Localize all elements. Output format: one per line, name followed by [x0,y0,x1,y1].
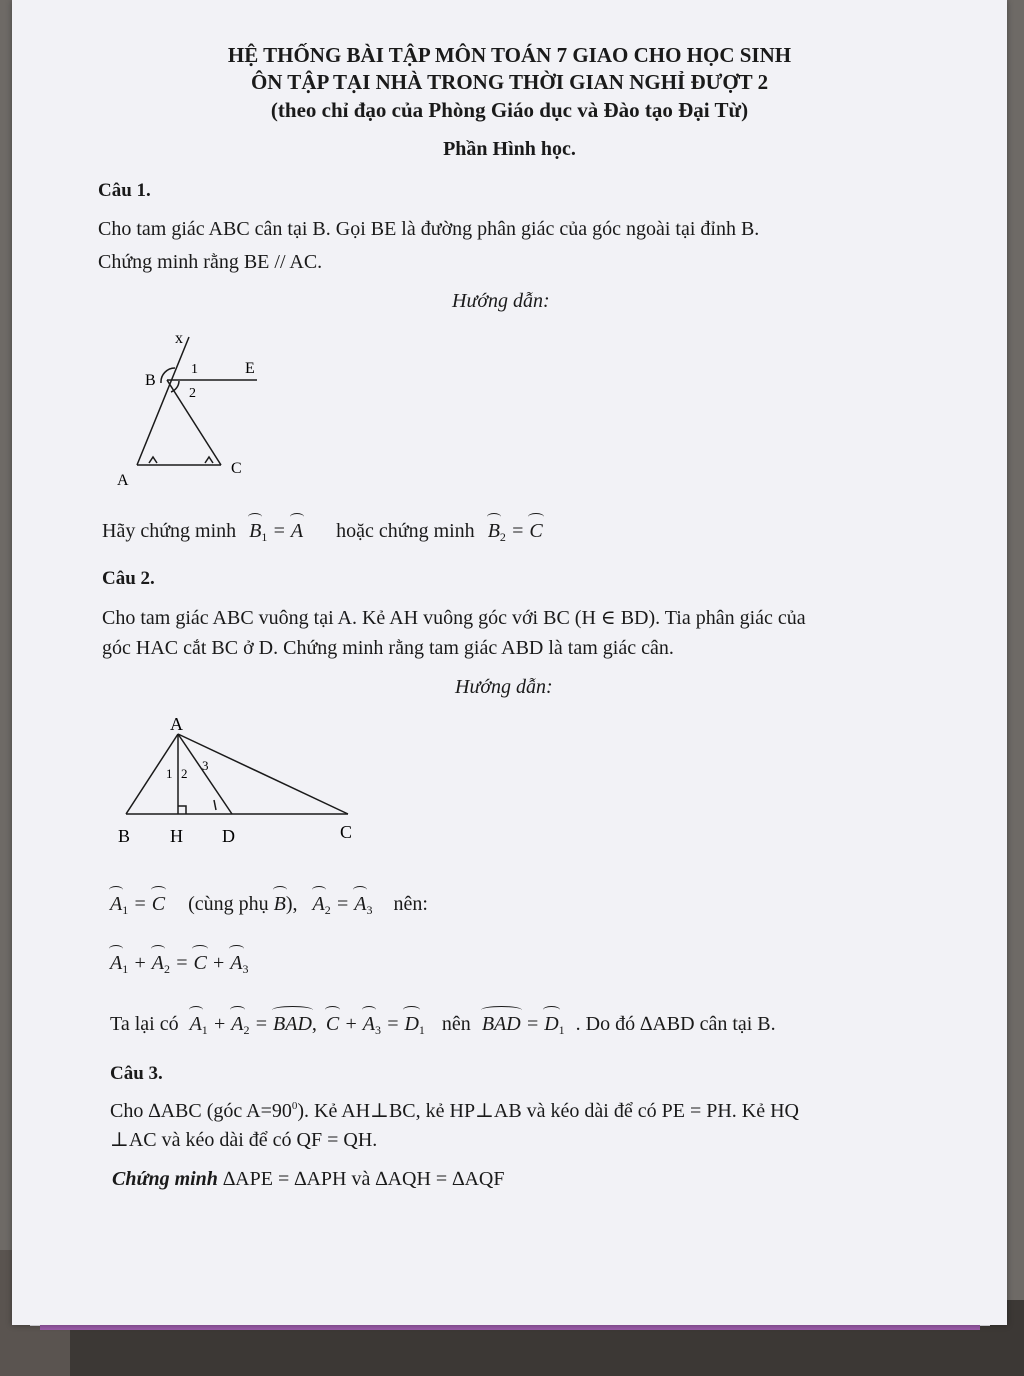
q2-label-1: 1 [166,766,173,781]
q2-label-b: B [118,826,131,846]
doc-title-line-2: ÔN TẬP TẠI NHÀ TRONG THỜI GIAN NGHỈ ĐƯỢT 2 [250,70,769,94]
q2-m2-expr [110,952,249,974]
comma: , [311,1013,317,1035]
angle-a: A [230,952,243,974]
q2-m3-expr-2 [326,1013,425,1035]
q2-label-h: H [170,826,183,846]
section-title: Phần Hình học. [443,138,576,160]
perp-symbol: ⊥ [475,1100,494,1122]
q2-text-line-1: Cho tam giác ABC vuông tại A. Kẻ AH vuông góc với BC (H ∈ BD). Tia phân giác của [102,607,806,629]
eq-sign: = [385,1013,400,1035]
q3-l1-sup: 0 [291,1100,298,1112]
eq-sign: = [272,520,286,542]
q2-m3-expr-1 [190,1013,312,1035]
q1-expr-1 [249,520,303,542]
q2-label-c: C [340,822,353,842]
sub-1: 1 [261,530,268,544]
angle-a: A [110,952,123,974]
q1-label-e: E [245,360,255,377]
q3-l2: AC và kéo dài để có QF = QH. [128,1129,378,1151]
eq-sign: = [254,1013,269,1035]
q1-title: Câu 1. [98,180,151,201]
q3-text-line-1 [110,1098,799,1123]
angle-a: A [110,893,123,915]
q1-hint-text-a: Hãy chứng minh [102,520,237,542]
sub-1: 1 [122,903,129,917]
eq-sign: = [174,952,189,974]
q2-label-3: 3 [202,758,209,773]
q1-angle-arc-2 [171,381,179,392]
angle-a: A [151,952,164,974]
q3-l1-c: BC, kẻ HP [388,1100,476,1122]
angle-a: A [362,1013,375,1035]
q2-m3-prefix: Ta lại có [110,1013,179,1035]
sub-3: 3 [366,903,373,917]
q2-figure [112,712,372,852]
q1-expr-2 [488,520,543,542]
sub-2: 2 [324,903,331,917]
angle-a: A [290,520,304,542]
q2-angle-mark-d [214,800,216,810]
q1-text-line-2: Chứng minh rằng BE // AC. [98,251,323,273]
q1-label-a: A [117,472,129,489]
q3-l1-a: Cho ∆ABC (góc A=90 [110,1100,292,1122]
plus-sign: + [133,952,147,974]
q2-m1-end: nên: [393,893,428,915]
doc-title-line-1: HỆ THỐNG BÀI TẬP MÔN TOÁN 7 GIAO CHO HỌC SINH [227,43,792,67]
q1-hint [102,520,543,545]
doc-title-line-3: (theo chỉ đạo của Phòng Giáo dục và Đào tạo Đại Từ) [270,98,749,122]
angle-c: C [529,520,543,542]
sub-2: 2 [243,1023,250,1037]
sub-2: 2 [163,962,170,976]
q2-title: Câu 2. [102,568,155,589]
q3-l1-b: ). Kẻ AH [297,1100,371,1122]
q2-m3-end: . Do đó ∆ABD cân tại B. [575,1013,776,1035]
angle-b: B [273,893,286,915]
q2-m1-expr-2 [313,893,373,915]
perp-symbol: ⊥ [370,1100,389,1122]
sub-3: 3 [242,962,249,976]
q3-l1-d: AB và kéo dài để có PE = PH. Kẻ HQ [493,1100,799,1122]
q2-text-line-2: góc HAC cắt BC ở D. Chứng minh rằng tam giác ABD là tam giác cân. [102,637,674,659]
angle-a: A [189,1013,202,1035]
sub-1: 1 [122,962,129,976]
q2-m1-close: ), [285,893,298,915]
angle-d: D [404,1013,419,1035]
q2-math-line-3 [110,1013,776,1038]
q3-prove [112,1168,504,1191]
plus-sign: + [212,1013,227,1035]
q1-label-2: 2 [189,386,196,401]
angle-b: B [249,520,262,542]
q2-label-a: A [170,714,183,734]
angle-c: C [193,952,207,974]
q1-label-1: 1 [191,362,198,377]
q1-text-line-1: Cho tam giác ABC cân tại B. Gọi BE là đường phân giác của góc ngoài tại đỉnh B. [98,218,760,240]
angle-d: D [544,1013,559,1035]
eq-sign: = [133,893,147,915]
q3-prove-label: Chứng minh [112,1168,218,1190]
q1-angle-a [149,457,157,463]
q2-m3-expr-3 [482,1013,565,1035]
q2-math-line-1 [110,893,428,918]
sub-1: 1 [418,1023,425,1037]
eq-sign: = [510,520,525,542]
q2-label-d: D [222,826,235,846]
eq-sign: = [525,1013,540,1035]
sub-1: 1 [558,1023,565,1037]
q1-label-c: C [231,460,242,477]
angle-c: C [325,1013,340,1035]
angle-c: C [151,893,166,915]
angle-bad: BAD [481,1013,521,1035]
angle-a: A [354,893,367,915]
document-page [12,0,1007,1325]
q2-label-2: 2 [181,766,188,781]
q3-title: Câu 3. [110,1063,163,1084]
q2-guide: Hướng dẫn: [455,676,553,698]
sub-3: 3 [374,1023,381,1037]
q2-m3-nen: nên [441,1013,471,1035]
plus-sign: + [211,952,226,974]
q3-prove-text: ∆APE = ∆APH và ∆AQH = ∆AQF [222,1168,505,1190]
q2-m1-note: (cùng phụ [188,893,269,915]
angle-a: A [312,893,325,915]
angle-bad: BAD [273,1013,312,1035]
q2-math-line-2 [110,952,249,977]
sub-2: 2 [499,530,506,544]
q2-right-angle [178,806,186,814]
q1-label-b: B [145,372,156,389]
sub-1: 1 [201,1023,208,1037]
eq-sign: = [335,893,350,915]
q1-label-x: x [175,330,183,347]
q2-line-ac [178,734,348,814]
q1-guide: Hướng dẫn: [452,290,550,312]
angle-a: A [231,1013,244,1035]
q3-text-line-2 [110,1127,377,1152]
q1-figure [97,325,277,495]
q1-hint-text-b: hoặc chứng minh [336,520,475,542]
q2-m1-expr [110,893,165,915]
plus-sign: + [344,1013,358,1035]
q1-angle-c [205,457,213,463]
perp-symbol: ⊥ [110,1129,129,1151]
angle-b: B [487,520,500,542]
